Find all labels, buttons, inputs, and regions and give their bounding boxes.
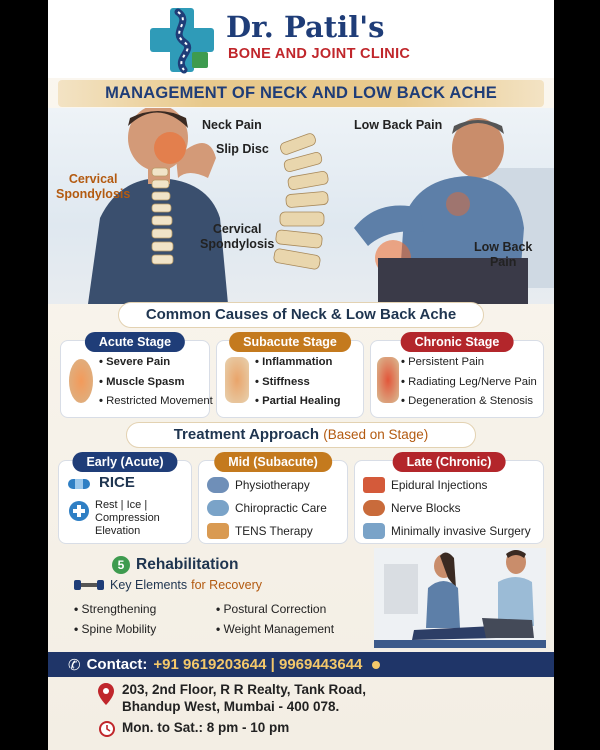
list-item: • Restricted Movement bbox=[99, 392, 213, 412]
treatment-heading-text: Treatment Approach bbox=[173, 426, 320, 443]
label-slip-disc: Slip Disc bbox=[216, 142, 269, 156]
late-treatment-label: Late (Chronic) bbox=[393, 452, 506, 472]
treatment-heading-note: (Based on Stage) bbox=[323, 427, 429, 442]
list-item: • Degeneration & Stenosis bbox=[401, 392, 537, 412]
list-item: • Radiating Leg/Nerve Pain bbox=[401, 373, 537, 393]
address-line: Bhandup West, Mumbai - 400 078. bbox=[122, 699, 340, 714]
location-pin-icon bbox=[98, 683, 114, 705]
treatment-item-label: Nerve Blocks bbox=[391, 501, 461, 515]
subacute-stage-list bbox=[255, 353, 341, 412]
phone-icon: ✆ bbox=[68, 656, 81, 674]
injection-icon bbox=[363, 477, 385, 493]
early-treatment-label: Early (Acute) bbox=[72, 452, 177, 472]
list-item: • Inflammation bbox=[255, 353, 341, 373]
dumbbell-icon bbox=[74, 578, 104, 592]
physiotherapy-icon bbox=[207, 477, 229, 493]
rehab-item: • Postural Correction bbox=[216, 602, 326, 616]
label-line: Low Back bbox=[474, 240, 533, 254]
key-elements-line bbox=[74, 578, 262, 592]
treatment-item-label: Physiotherapy bbox=[235, 478, 310, 492]
causes-heading: Common Causes of Neck & Low Back Ache bbox=[118, 302, 484, 328]
clinic-subtitle: BONE AND JOINT CLINIC bbox=[228, 46, 411, 62]
chronic-stage-card bbox=[370, 335, 544, 418]
clinic-name: Dr. Patil's bbox=[226, 10, 385, 44]
list-item: • Partial Healing bbox=[255, 392, 341, 412]
treatment-item bbox=[363, 500, 461, 516]
bandage-icon bbox=[67, 477, 91, 491]
label-low-back-pain-top: Low Back Pain bbox=[354, 118, 443, 132]
key-elements-label: Key Elements bbox=[110, 578, 188, 592]
header bbox=[48, 0, 554, 78]
rehab-heading-text: Rehabilitation bbox=[136, 556, 239, 573]
treatment-item-label: Epidural Injections bbox=[391, 478, 488, 492]
rehab-item: • Spine Mobility bbox=[74, 622, 156, 636]
acute-stage-list bbox=[99, 353, 213, 412]
surgery-icon bbox=[363, 523, 385, 539]
label-line: Spondylosis bbox=[200, 237, 275, 251]
treatment-item bbox=[363, 477, 487, 493]
rice-detail-line: Rest | Ice | bbox=[95, 499, 148, 511]
acute-stage-label: Acute Stage bbox=[85, 332, 185, 352]
label-neck-pain: Neck Pain bbox=[202, 118, 262, 132]
rehab-item: • Weight Management bbox=[216, 622, 334, 636]
contact-bar bbox=[48, 652, 554, 677]
rehab-number: 5 bbox=[112, 556, 130, 574]
tens-device-icon bbox=[207, 523, 229, 539]
label-low-back-pain-right bbox=[474, 240, 532, 270]
label-line: Pain bbox=[489, 255, 517, 269]
treatment-heading bbox=[126, 422, 476, 448]
hero-illustration bbox=[48, 108, 554, 304]
vertebra-icon bbox=[377, 357, 399, 403]
clinic-address bbox=[122, 681, 366, 715]
for-recovery-label: for Recovery bbox=[191, 578, 262, 592]
list-item: • Persistent Pain bbox=[401, 353, 537, 373]
treatment-item-label: Minimally invasive Surgery bbox=[391, 524, 531, 538]
contact-phones[interactable]: +91 9619203644 | 9969443644 bbox=[153, 656, 363, 673]
contact-label: Contact: bbox=[86, 656, 148, 673]
label-cervical-spondylosis-left bbox=[56, 172, 130, 202]
late-treatment-card bbox=[354, 455, 544, 544]
rehab-item: • Strengthening bbox=[74, 602, 156, 616]
label-line: Cervical bbox=[212, 222, 262, 236]
knee-icon bbox=[69, 359, 93, 403]
medical-cross-icon bbox=[69, 501, 89, 521]
clinic-hours: Mon. to Sat.: 8 pm - 10 pm bbox=[122, 720, 290, 735]
spine-segment-icon bbox=[225, 357, 249, 403]
list-item: • Stiffness bbox=[255, 373, 341, 393]
early-treatment-card bbox=[58, 455, 192, 544]
treatment-item-label: TENS Therapy bbox=[235, 524, 313, 538]
mid-treatment-label: Mid (Subacute) bbox=[214, 452, 332, 472]
clock-icon bbox=[98, 720, 116, 738]
rehab-therapy-illustration bbox=[374, 548, 546, 648]
rice-detail-line: Elevation bbox=[95, 525, 141, 537]
subacute-stage-label: Subacute Stage bbox=[229, 332, 351, 352]
mid-treatment-card bbox=[198, 455, 348, 544]
rice-detail-line: Compression bbox=[95, 512, 160, 524]
hero-figures bbox=[48, 108, 554, 304]
acute-stage-card bbox=[60, 335, 213, 418]
treatment-item-label: Chiropractic Care bbox=[235, 501, 327, 515]
treatment-item bbox=[363, 523, 531, 539]
rice-label: RICE bbox=[99, 474, 135, 491]
subacute-stage-card bbox=[216, 335, 364, 418]
treatment-item bbox=[207, 500, 327, 516]
chiropractic-icon bbox=[207, 500, 229, 516]
chronic-stage-label: Chronic Stage bbox=[401, 332, 514, 352]
label-cervical-spondylosis-mid bbox=[200, 222, 274, 252]
list-item: • Muscle Spasm bbox=[99, 373, 213, 393]
poster-title: MANAGEMENT OF NECK AND LOW BACK ACHE bbox=[58, 80, 544, 107]
clinic-poster bbox=[48, 0, 554, 750]
decorative-dot bbox=[372, 661, 380, 669]
label-line: Cervical bbox=[68, 172, 118, 186]
treatment-item bbox=[207, 477, 310, 493]
clinic-logo bbox=[148, 6, 216, 74]
label-line: Spondylosis bbox=[56, 187, 131, 201]
rice-detail bbox=[95, 499, 160, 538]
nerve-icon bbox=[363, 500, 385, 516]
list-item: • Severe Pain bbox=[99, 353, 213, 373]
rehabilitation-section bbox=[56, 552, 546, 648]
treatment-item bbox=[207, 523, 313, 539]
chronic-stage-list bbox=[401, 353, 537, 412]
address-line: 203, 2nd Floor, R R Realty, Tank Road, bbox=[122, 682, 367, 697]
rehab-heading bbox=[112, 556, 238, 574]
